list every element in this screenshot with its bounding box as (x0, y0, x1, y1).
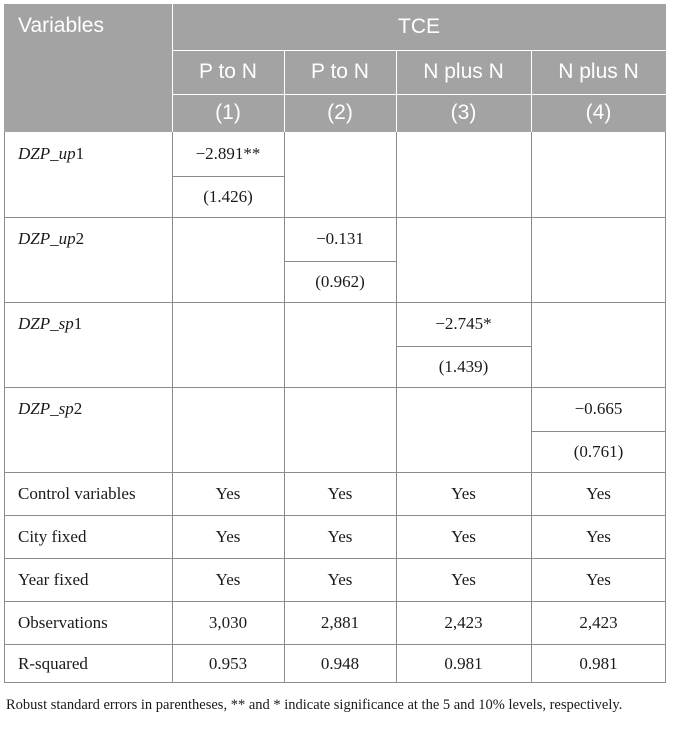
stat-label: Control variables (18, 483, 136, 503)
var-label (4, 387, 172, 431)
coefficient: −2.745* (435, 314, 492, 333)
stat-value: Yes (327, 483, 353, 503)
stat-value: Yes (451, 526, 476, 546)
header-col-3-label: N plus N (396, 50, 531, 94)
var-label (4, 217, 172, 261)
stat-label: Observations (18, 612, 108, 632)
standard-error: (0.962) (315, 271, 365, 291)
coefficient: −0.131 (316, 229, 364, 248)
header-col-2-num: (2) (284, 94, 396, 132)
stat-value: Yes (215, 526, 241, 546)
var-name: DZP_sp (18, 314, 74, 333)
stat-value: Yes (215, 569, 241, 589)
stat-value: Yes (327, 569, 353, 589)
stat-label: Year fixed (18, 569, 89, 589)
stat-value: 0.981 (579, 653, 618, 673)
stat-value: Yes (215, 483, 241, 503)
header-col-2-label: P to N (284, 50, 396, 94)
standard-error: (1.426) (203, 186, 253, 206)
var-label (4, 132, 172, 176)
var-suffix: 2 (73, 399, 83, 418)
header-variables: Variables (4, 4, 172, 132)
header-col-3-num: (3) (396, 94, 531, 132)
header-col-1-label: P to N (172, 50, 284, 94)
stat-value: Yes (327, 526, 353, 546)
stat-value: 0.948 (320, 653, 360, 673)
coefficient: −0.665 (574, 399, 623, 418)
stat-value: Yes (586, 569, 611, 589)
var-suffix: 2 (75, 229, 85, 248)
stat-value: 2,881 (320, 612, 360, 632)
var-name: DZP_up (18, 229, 76, 248)
var-label (4, 302, 172, 346)
stat-value: 0.953 (208, 653, 248, 673)
coefficient: −2.891** (195, 144, 261, 163)
header-col-1-num: (1) (172, 94, 284, 132)
stat-value: 3,030 (208, 612, 248, 632)
header-group-tce: TCE (172, 4, 666, 50)
stat-value: Yes (586, 526, 611, 546)
table-footnote: Robust standard errors in parentheses, ** and * indicate significance at the 5 and 10% levels, respectively. (6, 697, 623, 713)
stat-value: 0.981 (444, 653, 483, 673)
stat-value: 2,423 (444, 612, 483, 632)
regression-table (4, 4, 666, 683)
var-name: DZP_up (18, 144, 76, 163)
header-col-4-num: (4) (531, 94, 666, 132)
var-suffix: 1 (75, 144, 85, 163)
standard-error: (1.439) (438, 356, 489, 376)
stat-label: R-squared (18, 653, 88, 673)
stat-value: Yes (451, 569, 476, 589)
stat-value: 2,423 (579, 612, 618, 632)
var-name: DZP_sp (18, 399, 74, 418)
stat-label: City fixed (18, 526, 87, 546)
stat-value: Yes (586, 483, 611, 503)
header-col-4-label: N plus N (531, 50, 666, 94)
stat-value: Yes (451, 483, 476, 503)
var-suffix: 1 (73, 314, 83, 333)
standard-error: (0.761) (573, 441, 624, 461)
